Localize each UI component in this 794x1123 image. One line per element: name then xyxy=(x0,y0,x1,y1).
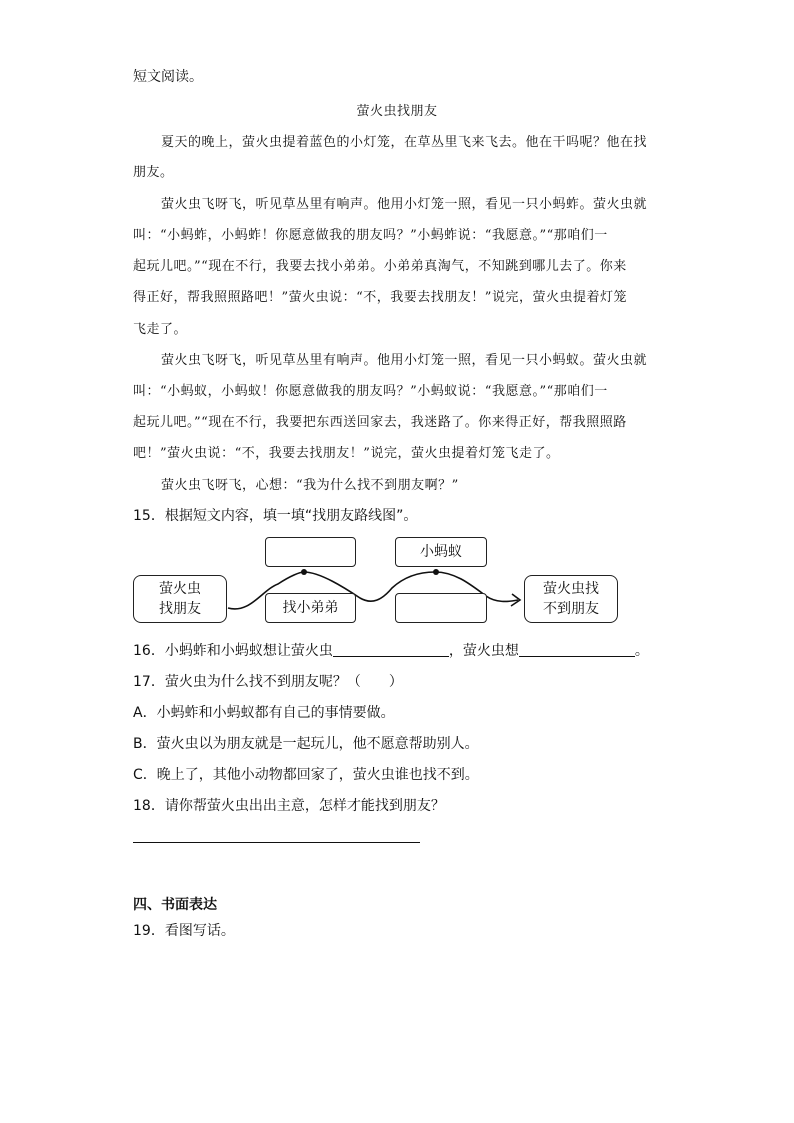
top-right-box: 小蚂蚁 xyxy=(395,537,487,567)
q16-part1: 16．小蚂蚱和小蚂蚁想让萤火虫 xyxy=(133,643,333,659)
intro-text: 短文阅读。 xyxy=(133,69,203,85)
q16-part3: 。 xyxy=(634,643,649,659)
passage-title: 萤火虫找朋友 xyxy=(356,104,438,119)
bottom-right-answer-box[interactable] xyxy=(395,593,487,623)
q16-blank-1[interactable] xyxy=(333,642,449,657)
q16-part2: ，萤火虫想 xyxy=(448,643,519,659)
start-label-1: 萤火虫 xyxy=(159,581,201,597)
passage-line: 夏天的晚上，萤火虫提着蓝色的小灯笼，在草丛里飞来飞去。他在干吗呢？他在找 xyxy=(161,135,648,150)
question-15: 15．根据短文内容，填一填“找朋友路线图”。 xyxy=(133,508,418,524)
question-16 xyxy=(133,640,649,660)
q17-option-a[interactable]: A．小蚂蚱和小蚂蚁都有自己的事情要做。 xyxy=(133,705,395,721)
q18-answer-line[interactable] xyxy=(133,842,420,843)
q17-option-b[interactable]: B．萤火虫以为朋友就是一起玩儿，他不愿意帮助别人。 xyxy=(133,736,479,752)
passage-line: 萤火虫飞呀飞，听见草丛里有响声。他用小灯笼一照，看见一只小蚂蚱。萤火虫就 xyxy=(161,197,648,212)
passage-line: 朋友。 xyxy=(133,165,174,180)
passage-line: 叫：“小蚂蚱，小蚂蚱！你愿意做我的朋友吗？”小蚂蚱说：“我愿意。”“那咱们一 xyxy=(133,228,608,243)
bottom-left-box: 找小弟弟 xyxy=(265,593,356,623)
question-19: 19．看图写话。 xyxy=(133,923,235,939)
q16-blank-2[interactable] xyxy=(519,642,635,657)
passage-line: 萤火虫飞呀飞，心想：“我为什么找不到朋友啊？” xyxy=(161,478,459,493)
end-label-2: 不到朋友 xyxy=(543,601,599,617)
start-label-2: 找朋友 xyxy=(159,601,201,617)
passage-line: 萤火虫飞呀飞，听见草丛里有响声。他用小灯笼一照，看见一只小蚂蚁。萤火虫就 xyxy=(161,353,648,368)
end-label-1: 萤火虫找 xyxy=(543,581,599,597)
passage-line: 吧！”萤火虫说：“不，我要去找朋友！”说完，萤火虫提着灯笼飞走了。 xyxy=(133,446,560,461)
passage-line: 叫：“小蚂蚁，小蚂蚁！你愿意做我的朋友吗？”小蚂蚁说：“我愿意。”“那咱们一 xyxy=(133,384,608,399)
passage-line: 得正好，帮我照照路吧！”萤火虫说：“不，我要去找朋友！”说完，萤火虫提着灯笼 xyxy=(133,290,627,305)
question-17: 17．萤火虫为什么找不到朋友呢？（ ） xyxy=(133,674,403,690)
passage-line: 起玩儿吧。”“现在不行，我要把东西送回家去，我迷路了。你来得正好，帮我照照路 xyxy=(133,415,627,430)
section-4-heading: 四、书面表达 xyxy=(133,897,217,913)
passage-line: 飞走了。 xyxy=(133,322,188,337)
top-left-answer-box[interactable] xyxy=(265,537,356,567)
end-box xyxy=(524,575,618,623)
start-box xyxy=(133,575,227,623)
q17-option-c[interactable]: C．晚上了，其他小动物都回家了，萤火虫谁也找不到。 xyxy=(133,767,479,783)
passage-line: 起玩儿吧。”“现在不行，我要去找小弟弟。小弟弟真淘气，不知跳到哪儿去了。你来 xyxy=(133,259,627,274)
question-18: 18．请你帮萤火虫出出主意，怎样才能找到朋友？ xyxy=(133,798,445,814)
